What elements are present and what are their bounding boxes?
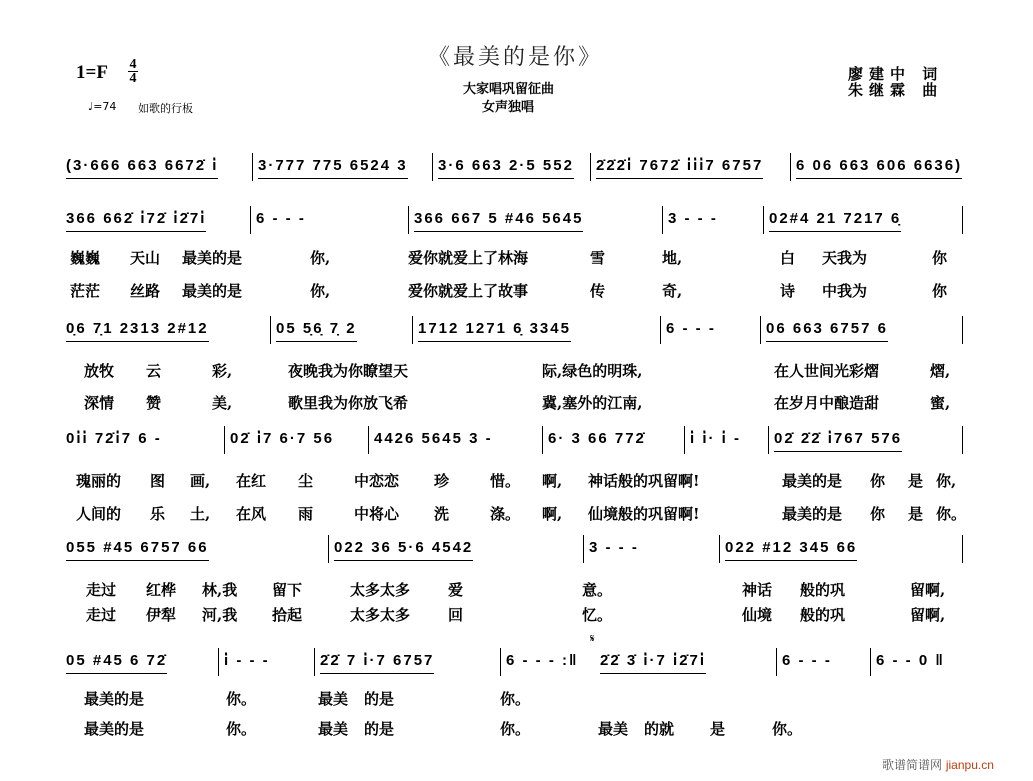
subtitle-performance: 女声独唱	[482, 100, 535, 115]
measure	[592, 155, 792, 185]
measure	[220, 650, 312, 680]
lyric: 你。	[500, 720, 531, 738]
lyric: 深情	[84, 394, 115, 412]
lyric: 你	[870, 472, 886, 490]
measure	[596, 650, 772, 680]
barline	[250, 206, 251, 234]
lyric: 雨	[298, 505, 314, 523]
barline	[412, 316, 413, 344]
lyricist-credit: 廖建中 词	[848, 65, 944, 83]
notes: 366 662̇ i̇72̇ i̇2̇7i̇	[66, 208, 206, 232]
barline	[870, 648, 871, 676]
measure	[316, 650, 496, 680]
lyric: 尘	[298, 472, 314, 490]
measure	[62, 650, 212, 680]
notes: 6· 3 66 772̇	[548, 430, 646, 447]
lyric: 夜晚我为你瞭望天	[288, 362, 409, 380]
lyric: 传	[590, 282, 606, 300]
lyric: 忆。	[582, 606, 613, 624]
lyric: 在红	[236, 472, 267, 490]
lyric: 中恋恋	[354, 472, 400, 490]
notes: 02#4 21 7217 6̣	[769, 208, 901, 232]
measure	[226, 428, 366, 458]
measure	[502, 650, 594, 680]
lyric: 爱你就爱上了林海	[408, 249, 529, 267]
lyric: 爱	[448, 581, 464, 599]
barline	[590, 153, 591, 181]
barline	[270, 316, 271, 344]
lyric: 仙境	[742, 606, 773, 624]
measure	[62, 318, 262, 348]
lyric: 你,	[936, 472, 957, 490]
lyric: 是	[908, 472, 924, 490]
measure	[872, 650, 966, 680]
barline	[684, 426, 685, 454]
lyric: 巍巍	[70, 249, 101, 267]
notes: 1712 1271 6̣ 3345	[418, 318, 571, 342]
lyric: 云	[146, 362, 162, 380]
lyric: 际,绿色的明珠,	[542, 362, 643, 380]
lyric: 中将心	[354, 505, 400, 523]
lyric: 走过	[86, 606, 117, 624]
lyric: 拾起	[272, 606, 303, 624]
lyric: 是	[710, 720, 726, 738]
lyric: 奇,	[662, 282, 683, 300]
key-signature: 1=F	[76, 62, 108, 83]
barline	[719, 535, 720, 563]
notes: 0i̇i̇ 72̇i̇7 6 -	[66, 430, 162, 447]
barline	[224, 426, 225, 454]
lyric: 你	[932, 282, 948, 300]
lyric: 最美的是	[182, 249, 243, 267]
lyric: 你	[932, 249, 948, 267]
lyric: 歌里我为你放飞希	[288, 394, 409, 412]
segno-icon: 𝄋	[590, 632, 595, 645]
lyric: 你	[870, 505, 886, 523]
measure	[370, 428, 540, 458]
notes: 3·6 663 2·5 552	[438, 155, 574, 179]
lyric: 你,	[310, 249, 331, 267]
lyric: 珍	[434, 472, 450, 490]
measure	[765, 208, 965, 238]
lyric: 最美的是	[782, 472, 843, 490]
lyric: 你。	[500, 690, 531, 708]
notes: 055 #45 6757 66	[66, 537, 209, 561]
barline	[660, 316, 661, 344]
lyric: 瑰丽的	[76, 472, 122, 490]
measure	[272, 318, 412, 348]
lyric: 地,	[662, 249, 683, 267]
watermark-brand: jianpu.cn	[945, 758, 994, 772]
notes: 366 667 5 #46 5645	[414, 208, 583, 232]
lyric: 蜜,	[930, 394, 951, 412]
lyric: 太多太多	[350, 606, 411, 624]
barline	[500, 648, 501, 676]
lyric: 图	[150, 472, 166, 490]
lyric: 涤。	[490, 505, 521, 523]
measure	[62, 208, 248, 238]
measure	[414, 318, 650, 348]
notes: 6 - - -	[256, 210, 306, 227]
measure	[62, 155, 252, 185]
notes: 6 06 663 606 6636)	[796, 155, 962, 179]
staff-row-intro	[62, 155, 972, 185]
notes: 05 #45 6 72̇	[66, 650, 167, 674]
lyric: 般的巩	[800, 581, 846, 599]
staff-row-5	[62, 650, 972, 680]
lyric: 最美	[318, 690, 349, 708]
notes: 6 - - -	[666, 320, 716, 337]
measure	[252, 208, 402, 238]
measure	[778, 650, 870, 680]
staff-row-1	[62, 208, 972, 238]
measure	[62, 428, 224, 458]
lyric: 留啊,	[910, 581, 946, 599]
lyric: 最美的是	[84, 690, 145, 708]
lyric: 啊,	[542, 472, 563, 490]
lyric: 丝路	[130, 282, 161, 300]
barline	[763, 206, 764, 234]
notes: i̇ - - -	[224, 652, 270, 669]
lyric: 意。	[582, 581, 613, 599]
notes: 06 663 6757 6	[766, 318, 888, 342]
notes: 0̣6 7̣1 2313 2#12	[66, 318, 209, 342]
barline	[962, 316, 963, 344]
lyric: 在岁月中酿造甜	[774, 394, 880, 412]
lyric: 彩,	[212, 362, 233, 380]
measure	[544, 428, 678, 458]
barline	[962, 426, 963, 454]
time-signature-bottom: 4	[129, 71, 137, 86]
lyric: 最美	[318, 720, 349, 738]
notes: 02̇ 2̇2̇ i̇767 576	[774, 428, 902, 452]
lyric: 红桦	[146, 581, 177, 599]
lyric: 仙境般的巩留啊!	[588, 505, 700, 523]
lyric: 林,我	[202, 581, 238, 599]
measure	[686, 428, 766, 458]
measure	[254, 155, 430, 185]
lyric: 留下	[272, 581, 303, 599]
lyric: 惜。	[490, 472, 521, 490]
notes: 2̇2̇2̇i̇ 7672̇ i̇i̇i̇7 6757	[596, 155, 763, 179]
time-signature	[128, 58, 138, 85]
barline	[314, 648, 315, 676]
lyric: 赞	[146, 394, 162, 412]
lyric: 人间的	[76, 505, 122, 523]
notes: i̇ i̇· i̇ -	[690, 430, 741, 447]
staff-row-4	[62, 537, 972, 567]
barline	[790, 153, 791, 181]
measure	[410, 208, 660, 238]
lyric: 你。	[772, 720, 803, 738]
lyric: 白	[780, 249, 796, 267]
lyric: 啊,	[542, 505, 563, 523]
lyric: 的是	[364, 690, 395, 708]
lyric: 你,	[310, 282, 331, 300]
measure	[62, 537, 322, 567]
lyric: 是	[908, 505, 924, 523]
lyric: 走过	[86, 581, 117, 599]
lyric: 般的巩	[800, 606, 846, 624]
watermark-text: 歌谱简谱网	[882, 758, 943, 772]
time-signature-top: 4	[129, 57, 137, 72]
lyric: 伊犁	[146, 606, 177, 624]
staff-row-3	[62, 428, 972, 458]
barline	[252, 153, 253, 181]
notes: 3 - - -	[589, 539, 639, 556]
lyric: 洗	[434, 505, 450, 523]
barline	[328, 535, 329, 563]
lyric: 熠,	[930, 362, 951, 380]
lyric: 诗	[780, 282, 796, 300]
notes: 2̇2̇ 3̇ i̇·7 i̇2̇7i̇	[600, 650, 706, 674]
lyric: 的是	[364, 720, 395, 738]
lyric: 爱你就爱上了故事	[408, 282, 529, 300]
lyric: 神话般的巩留啊!	[588, 472, 700, 490]
measure	[585, 537, 715, 567]
barline	[583, 535, 584, 563]
barline	[408, 206, 409, 234]
lyric: 回	[448, 606, 464, 624]
lyric: 雪	[590, 249, 606, 267]
measure	[434, 155, 610, 185]
barline	[776, 648, 777, 676]
lyric: 土,	[190, 505, 211, 523]
watermark	[882, 756, 994, 773]
lyric: 在风	[236, 505, 267, 523]
lyric: 画,	[190, 472, 211, 490]
notes: 2̇2̇ 7 i̇·7 6757	[320, 650, 434, 674]
lyric: 乐	[150, 505, 166, 523]
lyric: 茫茫	[70, 282, 101, 300]
lyric: 美,	[212, 394, 233, 412]
notes: 022 #12 345 66	[725, 537, 857, 561]
lyric: 在人世间光彩熠	[774, 362, 880, 380]
staff-row-2	[62, 318, 972, 348]
barline	[542, 426, 543, 454]
barline	[662, 206, 663, 234]
barline	[962, 206, 963, 234]
barline	[760, 316, 761, 344]
measure	[330, 537, 580, 567]
subtitle-collection: 大家唱巩留征曲	[463, 82, 555, 97]
lyric: 你。	[226, 690, 257, 708]
lyric: 最美的是	[182, 282, 243, 300]
lyric: 中我为	[822, 282, 868, 300]
measure	[721, 537, 961, 567]
notes: (3·666 663 6672̇ i̇	[66, 155, 218, 179]
notes: 3 - - -	[668, 210, 718, 227]
measure	[770, 428, 960, 458]
composer-credit: 朱继霖 曲	[848, 81, 944, 99]
notes: 6 - - 0 ‖	[876, 652, 945, 669]
lyric: 留啊,	[910, 606, 946, 624]
lyric: 最美的是	[782, 505, 843, 523]
lyric: 天我为	[822, 249, 868, 267]
lyric: 你。	[936, 505, 967, 523]
lyric: 天山	[130, 249, 161, 267]
expression-marking: 如歌的行板	[138, 102, 193, 115]
notes: 3·777 775 6524 3	[258, 155, 408, 179]
barline	[218, 648, 219, 676]
lyric: 最美	[598, 720, 629, 738]
tempo-marking: ♩=74	[88, 100, 117, 113]
notes: 6 - - -	[782, 652, 832, 669]
barline	[962, 535, 963, 563]
lyric: 你。	[226, 720, 257, 738]
song-title: 《最美的是你》	[428, 45, 604, 70]
lyric: 的就	[644, 720, 675, 738]
notes: 02̇ i̇7 6·7 56	[230, 430, 335, 447]
lyric: 太多太多	[350, 581, 411, 599]
notes: 05 5̣6̣ 7̣ 2	[276, 318, 357, 342]
measure	[792, 155, 972, 185]
lyric: 最美的是	[84, 720, 145, 738]
measure	[762, 318, 962, 348]
barline	[368, 426, 369, 454]
notes: 4426 5645 3 -	[374, 430, 493, 447]
notes: 022 36 5·6 4542	[334, 537, 473, 561]
notes: 6 - - - :‖	[506, 652, 579, 669]
barline	[432, 153, 433, 181]
lyric: 河,我	[202, 606, 238, 624]
lyric: 放牧	[84, 362, 115, 380]
lyric: 冀,塞外的江南,	[542, 394, 643, 412]
lyric: 神话	[742, 581, 773, 599]
barline	[768, 426, 769, 454]
